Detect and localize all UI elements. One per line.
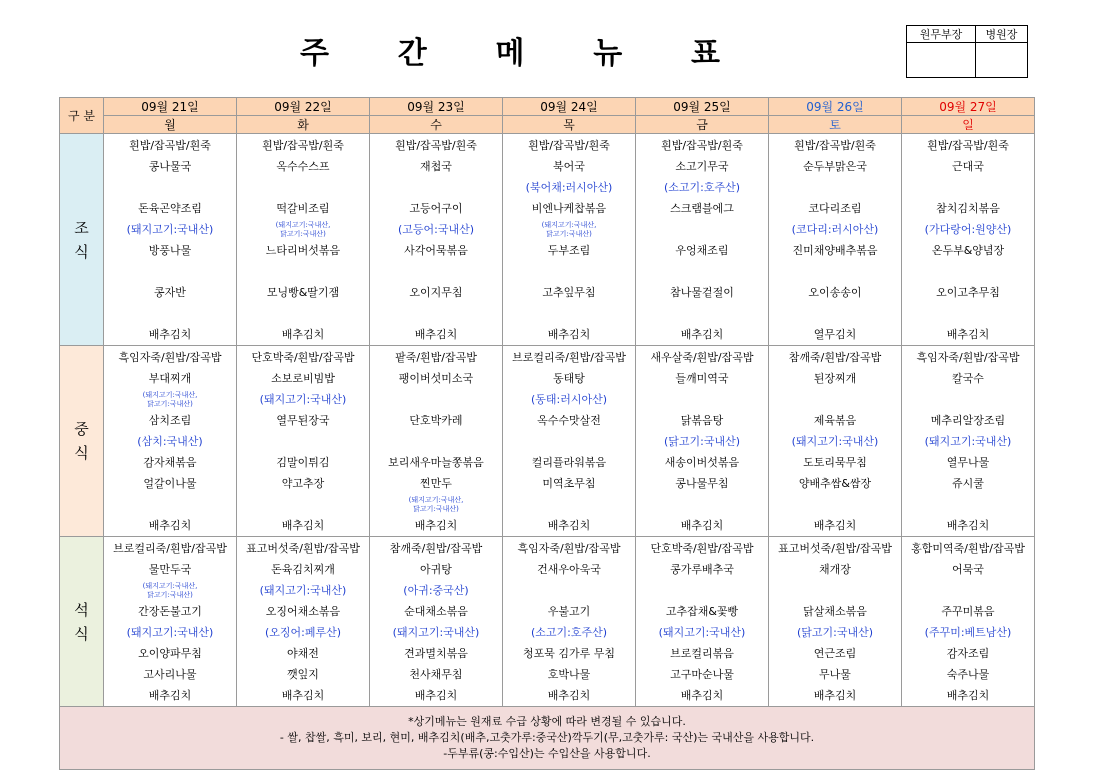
menu-item — [237, 431, 369, 452]
menu-item: 오징어채소볶음 — [265, 605, 341, 618]
menu-table — [59, 97, 1035, 770]
menu-item: 새우살죽/흰밥/잡곡밥 — [650, 351, 754, 364]
menu-item — [503, 494, 635, 515]
menu-item: 떡갈비조림 — [276, 202, 330, 215]
menu-cell — [237, 346, 370, 537]
meal-label-top: 조 — [74, 218, 89, 237]
menu-item — [636, 219, 768, 240]
menu-item: 배추김치 — [148, 328, 192, 341]
header-date: 09월 21일 — [104, 98, 237, 116]
menu-item: 느타리버섯볶음 — [265, 244, 341, 257]
menu-item: 연근조림 — [813, 647, 857, 660]
menu-cell — [370, 134, 503, 346]
origin-note: (고등어:국내산) — [397, 223, 475, 236]
menu-item — [237, 261, 369, 282]
menu-cell — [503, 346, 636, 537]
menu-item: 참깨죽/흰밥/잡곡밥 — [389, 542, 483, 555]
menu-item: 사각어묵볶음 — [404, 244, 468, 257]
menu-cell — [104, 346, 237, 537]
menu-item — [237, 303, 369, 324]
menu-item: 콩나물무침 — [675, 477, 729, 490]
menu-item: 배추김치 — [148, 519, 192, 532]
origin-note-line: 닭고기:국내산) — [413, 504, 459, 513]
menu-item: 흑임자죽/흰밥/잡곡밥 — [118, 351, 222, 364]
menu-cell — [237, 537, 370, 707]
menu-item: 배추김치 — [680, 328, 724, 341]
menu-item — [636, 261, 768, 282]
origin-note — [104, 580, 236, 601]
header-weekday: 토 — [769, 116, 902, 134]
menu-item: 배추김치 — [946, 689, 990, 702]
origin-note-line: (돼지고기:국내산, — [275, 220, 331, 229]
footer-notes — [60, 707, 1035, 770]
menu-item — [902, 261, 1034, 282]
menu-item: 옥수수스프 — [276, 160, 330, 173]
menu-item: 방풍나물 — [148, 244, 192, 257]
menu-item: 고추잡채&꽃빵 — [665, 605, 739, 618]
origin-note: (삼치:국내산) — [137, 435, 203, 448]
origin-note-line: 닭고기:국내산) — [147, 590, 193, 599]
menu-item: 참깨죽/흰밥/잡곡밥 — [788, 351, 882, 364]
menu-item: 온두부&양념장 — [931, 244, 1005, 257]
menu-item: 진미채양배추볶음 — [792, 244, 878, 257]
menu-item: 비엔나케찹볶음 — [531, 202, 607, 215]
title-char: 뉴 — [593, 36, 623, 71]
menu-cell — [636, 346, 769, 537]
menu-cell — [237, 134, 370, 346]
menu-item: 보리새우마늘쫑볶음 — [388, 456, 484, 469]
origin-note — [237, 219, 369, 240]
menu-item: 브로컬리죽/흰밥/잡곡밥 — [512, 351, 626, 364]
menu-item: 순두부맑은국 — [803, 160, 867, 173]
menu-item — [370, 303, 502, 324]
menu-item: 순대채소볶음 — [404, 605, 468, 618]
origin-note: (돼지고기:국내산) — [126, 626, 214, 639]
origin-note — [503, 219, 635, 240]
menu-item: 고사리나물 — [143, 668, 197, 681]
origin-note: (돼지고기:국내산) — [924, 435, 1012, 448]
menu-item: 표고버섯죽/흰밥/잡곡밥 — [246, 542, 360, 555]
page-title — [300, 30, 720, 70]
menu-item — [636, 494, 768, 515]
menu-item — [104, 303, 236, 324]
menu-item: 견과멸치볶음 — [404, 647, 468, 660]
menu-item: 돈육곤약조림 — [138, 202, 202, 215]
menu-item: 배추김치 — [680, 689, 724, 702]
menu-item — [503, 580, 635, 601]
menu-item — [902, 580, 1034, 601]
menu-item: 찐만두 — [420, 477, 452, 490]
menu-item: 감자조림 — [946, 647, 990, 660]
menu-item: 미역초무침 — [542, 477, 596, 490]
menu-item: 배추김치 — [547, 689, 591, 702]
menu-item: 코다리조림 — [808, 202, 862, 215]
menu-item — [902, 389, 1034, 410]
menu-item — [370, 261, 502, 282]
meal-label — [60, 134, 104, 346]
approval-box — [906, 25, 1028, 78]
menu-item: 고등어구이 — [409, 202, 463, 215]
menu-item: 흰밥/잡곡밥/흰죽 — [129, 139, 211, 152]
menu-item: 열무나물 — [946, 456, 990, 469]
menu-item: 배추김치 — [414, 328, 458, 341]
menu-item: 약고추장 — [281, 477, 325, 490]
menu-item: 브로컬리죽/흰밥/잡곡밥 — [113, 542, 227, 555]
header-weekday: 금 — [636, 116, 769, 134]
menu-item: 삼치조림 — [148, 414, 192, 427]
menu-item: 참치김치볶음 — [936, 202, 1000, 215]
title-char: 간 — [397, 36, 427, 71]
menu-item: 천사채무침 — [409, 668, 463, 681]
menu-item: 흰밥/잡곡밥/흰죽 — [661, 139, 743, 152]
header-date: 09월 22일 — [237, 98, 370, 116]
menu-item: 물만두국 — [148, 563, 192, 576]
menu-item: 배추김치 — [281, 519, 325, 532]
menu-item — [769, 303, 901, 324]
origin-note: (주꾸미:베트남산) — [924, 626, 1012, 639]
menu-cell — [769, 134, 902, 346]
menu-item — [769, 177, 901, 198]
menu-item: 얼갈이나물 — [143, 477, 197, 490]
menu-item — [769, 580, 901, 601]
origin-note: (아귀:중국산) — [403, 584, 469, 597]
menu-item — [902, 494, 1034, 515]
menu-item: 들깨미역국 — [675, 372, 729, 385]
menu-item: 쥬시쿨 — [952, 477, 984, 490]
menu-item — [237, 177, 369, 198]
header-date: 09월 25일 — [636, 98, 769, 116]
title-char: 표 — [691, 36, 720, 71]
menu-item: 닭볶음탕 — [680, 414, 724, 427]
menu-item: 팥죽/흰밥/잡곡밥 — [395, 351, 477, 364]
menu-item — [769, 389, 901, 410]
menu-item: 깻잎지 — [287, 668, 319, 681]
menu-item — [503, 261, 635, 282]
origin-note — [370, 494, 502, 515]
menu-item: 컬리플라워볶음 — [531, 456, 607, 469]
menu-item: 열무김치 — [813, 328, 857, 341]
menu-cell — [636, 134, 769, 346]
menu-cell — [769, 346, 902, 537]
footer-note-line: - 쌀, 찹쌀, 흑미, 보리, 현미, 배추김치(배추,고춧가루:중국산)깍두기(무,고춧가루: 국산)는 국내산을 사용합니다. — [279, 731, 815, 744]
menu-item: 간장돈불고기 — [138, 605, 202, 618]
menu-cell — [902, 537, 1035, 707]
approval-label-admin: 원무부장 — [907, 26, 976, 43]
menu-item: 배추김치 — [680, 519, 724, 532]
menu-item: 야채전 — [287, 647, 319, 660]
origin-note: (코다리:러시아산) — [791, 223, 879, 236]
menu-item: 단호박죽/흰밥/잡곡밥 — [251, 351, 355, 364]
origin-note: (북어채:러시아산) — [525, 181, 613, 194]
menu-item — [902, 303, 1034, 324]
menu-item: 채개장 — [819, 563, 851, 576]
origin-note-line: (돼지고기:국내산, — [142, 581, 198, 590]
header-weekday: 월 — [104, 116, 237, 134]
menu-item: 돈육김치찌개 — [271, 563, 335, 576]
origin-note-line: (돼지고기:국내산, — [408, 495, 464, 504]
menu-item — [636, 389, 768, 410]
menu-item: 흰밥/잡곡밥/흰죽 — [528, 139, 610, 152]
menu-item: 도토리묵무침 — [803, 456, 867, 469]
menu-item: 배추김치 — [414, 689, 458, 702]
menu-item — [636, 303, 768, 324]
menu-item: 무나물 — [819, 668, 851, 681]
menu-item: 배추김치 — [813, 519, 857, 532]
origin-note: (돼지고기:국내산) — [126, 223, 214, 236]
menu-item: 배추김치 — [281, 328, 325, 341]
origin-note: (돼지고기:국내산) — [259, 584, 347, 597]
menu-item: 콩나물국 — [148, 160, 192, 173]
menu-cell — [503, 537, 636, 707]
origin-note: (닭고기:국내산) — [796, 626, 874, 639]
meal-label-bottom: 식 — [74, 624, 89, 643]
menu-item: 참나물겉절이 — [670, 286, 734, 299]
menu-item: 부대찌개 — [148, 372, 192, 385]
menu-item: 배추김치 — [148, 689, 192, 702]
menu-cell — [902, 346, 1035, 537]
menu-item: 재첩국 — [420, 160, 452, 173]
menu-item: 소고기무국 — [675, 160, 729, 173]
menu-item: 북어국 — [553, 160, 585, 173]
menu-item — [769, 494, 901, 515]
meal-label-bottom: 식 — [74, 444, 89, 462]
meal-label-top: 중 — [74, 420, 89, 438]
approval-sign-admin — [907, 43, 976, 78]
header-date: 09월 24일 — [503, 98, 636, 116]
menu-item: 두부조림 — [547, 244, 591, 257]
origin-note: (가다랑어:원양산) — [924, 223, 1012, 236]
origin-note: (닭고기:국내산) — [663, 435, 741, 448]
title-char: 주 — [300, 36, 329, 71]
menu-item: 홍합미역죽/흰밥/잡곡밥 — [911, 542, 1025, 555]
menu-item: 건새우아욱국 — [537, 563, 601, 576]
menu-item — [503, 431, 635, 452]
menu-item: 표고버섯죽/흰밥/잡곡밥 — [778, 542, 892, 555]
menu-item — [237, 494, 369, 515]
origin-note-line: (돼지고기:국내산, — [142, 390, 198, 399]
header-weekday: 수 — [370, 116, 503, 134]
menu-cell — [503, 134, 636, 346]
footer-note-line: *상기메뉴는 원재료 수급 상황에 따라 변경될 수 있습니다. — [408, 715, 686, 728]
header-date: 09월 27일 — [902, 98, 1035, 116]
approval-label-director: 병원장 — [975, 26, 1027, 43]
menu-item — [370, 389, 502, 410]
menu-item: 제육볶음 — [813, 414, 857, 427]
menu-item: 된장찌개 — [813, 372, 857, 385]
menu-item: 오이지무침 — [409, 286, 463, 299]
origin-note: (돼지고기:국내산) — [392, 626, 480, 639]
menu-item — [370, 177, 502, 198]
menu-item: 우엉채조림 — [675, 244, 729, 257]
origin-note — [104, 389, 236, 410]
menu-item — [769, 261, 901, 282]
origin-note-line: (돼지고기:국내산, — [541, 220, 597, 229]
header-weekday: 목 — [503, 116, 636, 134]
menu-item: 단호박죽/흰밥/잡곡밥 — [650, 542, 754, 555]
menu-item: 배추김치 — [547, 328, 591, 341]
menu-item: 브로컬리볶음 — [670, 647, 734, 660]
meal-label-bottom: 식 — [74, 242, 89, 261]
origin-note-line: 닭고기:국내산) — [147, 399, 193, 408]
origin-note: (소고기:호주산) — [663, 181, 741, 194]
header-gubun: 구 분 — [60, 98, 104, 134]
menu-item: 오이송송이 — [808, 286, 862, 299]
header-weekday: 일 — [902, 116, 1035, 134]
origin-note-line: 닭고기:국내산) — [546, 229, 592, 238]
menu-item: 배추김치 — [946, 328, 990, 341]
menu-item: 칼국수 — [952, 372, 984, 385]
menu-item — [636, 580, 768, 601]
menu-cell — [370, 537, 503, 707]
menu-item: 배추김치 — [414, 519, 458, 532]
menu-item: 모닝빵&딸기잼 — [266, 286, 340, 299]
menu-cell — [370, 346, 503, 537]
menu-item — [104, 494, 236, 515]
menu-item: 우불고기 — [547, 605, 591, 618]
menu-item: 팽이버섯미소국 — [398, 372, 474, 385]
origin-note-line: 닭고기:국내산) — [280, 229, 326, 238]
menu-cell — [769, 537, 902, 707]
header-date: 09월 23일 — [370, 98, 503, 116]
origin-note: (소고기:호주산) — [530, 626, 608, 639]
menu-item: 아귀탕 — [420, 563, 452, 576]
menu-item: 소보로비빔밥 — [271, 372, 335, 385]
menu-item: 청포묵 김가루 무침 — [522, 647, 615, 660]
menu-item: 단호박카레 — [409, 414, 463, 427]
menu-item — [503, 303, 635, 324]
origin-note: (오징어:페루산) — [264, 626, 342, 639]
menu-item: 흰밥/잡곡밥/흰죽 — [794, 139, 876, 152]
origin-note: (돼지고기:국내산) — [259, 393, 347, 406]
menu-item: 열무된장국 — [276, 414, 330, 427]
menu-item — [104, 261, 236, 282]
origin-note: (돼지고기:국내산) — [658, 626, 746, 639]
menu-item: 호박나물 — [547, 668, 591, 681]
menu-item: 흰밥/잡곡밥/흰죽 — [927, 139, 1009, 152]
menu-cell — [104, 537, 237, 707]
menu-item — [902, 177, 1034, 198]
menu-item: 흰밥/잡곡밥/흰죽 — [262, 139, 344, 152]
menu-item: 메추리알장조림 — [930, 414, 1006, 427]
menu-item: 콩자반 — [154, 286, 186, 299]
menu-item: 흑임자죽/흰밥/잡곡밥 — [916, 351, 1020, 364]
menu-item: 고추잎무침 — [542, 286, 596, 299]
menu-item: 옥수수맛살전 — [537, 414, 601, 427]
menu-item: 김말이튀김 — [276, 456, 330, 469]
meal-label-top: 석 — [74, 600, 89, 619]
footer-note-line: -두부류(콩:수입산)는 수입산을 사용합니다. — [443, 747, 651, 760]
menu-cell — [104, 134, 237, 346]
menu-item: 흰밥/잡곡밥/흰죽 — [395, 139, 477, 152]
menu-item: 근대국 — [952, 160, 984, 173]
menu-item: 배추김치 — [547, 519, 591, 532]
origin-note: (돼지고기:국내산) — [791, 435, 879, 448]
menu-item: 스크램블에그 — [670, 202, 734, 215]
menu-item: 고구마순나물 — [670, 668, 734, 681]
menu-item: 새송이버섯볶음 — [664, 456, 740, 469]
menu-cell — [636, 537, 769, 707]
menu-item: 배추김치 — [813, 689, 857, 702]
menu-item: 양배추쌈&쌈장 — [798, 477, 872, 490]
menu-item: 배추김치 — [946, 519, 990, 532]
header-date: 09월 26일 — [769, 98, 902, 116]
header-weekday: 화 — [237, 116, 370, 134]
meal-label — [60, 346, 104, 537]
menu-item: 동태탕 — [553, 372, 585, 385]
menu-item — [370, 431, 502, 452]
title-char: 메 — [495, 36, 525, 71]
menu-item: 감자채볶음 — [143, 456, 197, 469]
origin-note: (동태:러시아산) — [530, 393, 608, 406]
menu-item: 배추김치 — [281, 689, 325, 702]
menu-item: 어묵국 — [952, 563, 984, 576]
menu-item: 오이양파무침 — [138, 647, 202, 660]
approval-sign-director — [975, 43, 1027, 78]
meal-label — [60, 537, 104, 707]
menu-item: 닭살채소볶음 — [803, 605, 867, 618]
menu-item: 흑임자죽/흰밥/잡곡밥 — [517, 542, 621, 555]
menu-item — [104, 177, 236, 198]
menu-item: 숙주나물 — [946, 668, 990, 681]
menu-item: 주꾸미볶음 — [941, 605, 995, 618]
menu-cell — [902, 134, 1035, 346]
menu-item: 콩가루배추국 — [670, 563, 734, 576]
menu-item: 오이고추무침 — [936, 286, 1000, 299]
